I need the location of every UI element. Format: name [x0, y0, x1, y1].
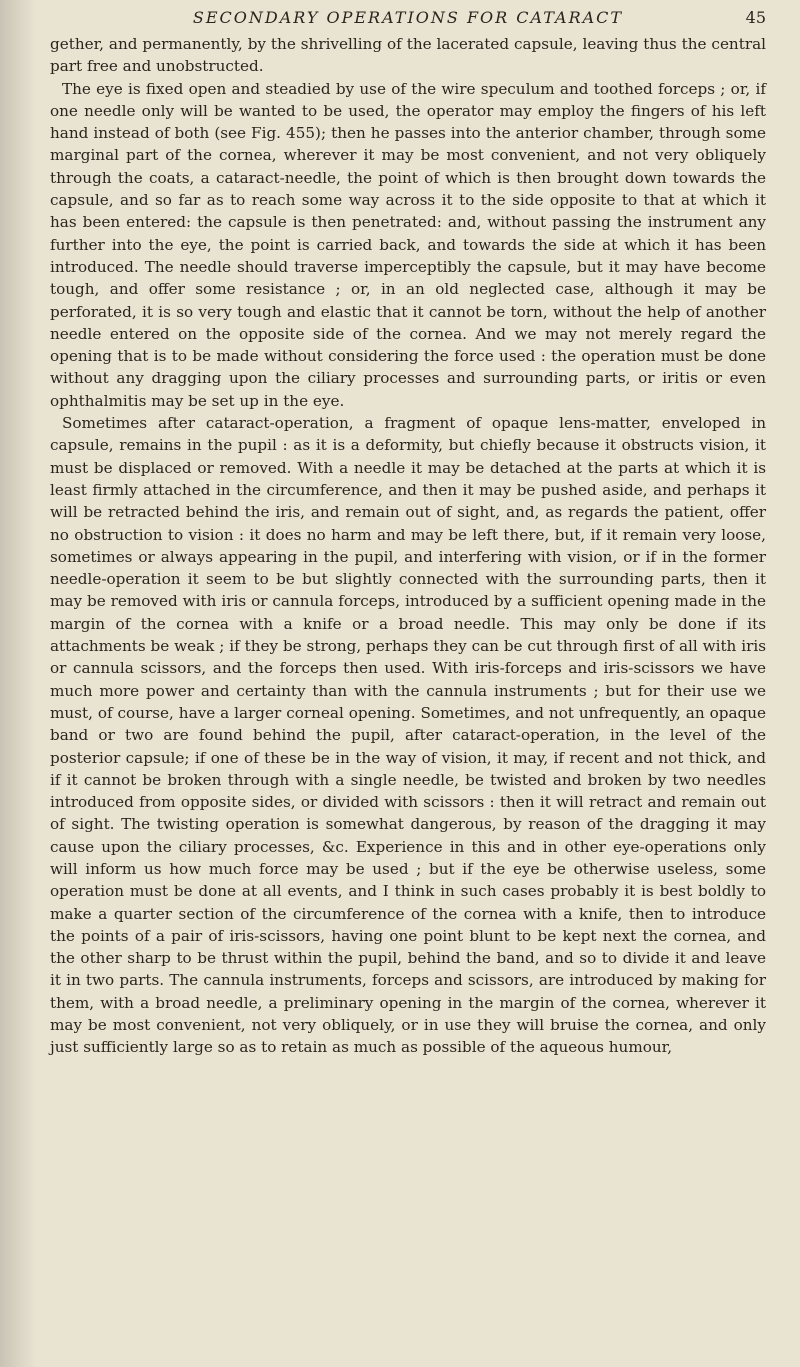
- paragraph: gether, and permanently, by the shrivelling of the lacerated capsule, leaving thus the central part free and unobstructed.: [50, 35, 766, 76]
- body-text: [50, 33, 766, 1059]
- running-head: SECONDARY OPERATIONS FOR CATARACT: [192, 8, 624, 27]
- binding-gutter-shadow: [0, 0, 36, 1367]
- page-header: [50, 8, 766, 27]
- paragraph: The eye is fixed open and steadied by use of the wire speculum and toothed forceps ; or, if one needle only will be wanted to be used, the operator may employ the fingers of his left hand instead of both (see Fig. 455); then he passes into the anterior chamber, through some marginal part of the cornea, wherever it may be most convenient, and not very obliquely through the coats, a cataract-needle, the point of which is then brought down towards the capsule, and so far as to reach some way across it to the side opposite to that at which it has been entered: the capsule is then penetrated: and, without passing the instrument any further into the eye, the point is carried back, and towards the side at which it has been introduced. The needle should traverse imperceptibly the capsule, but it may have become tough, and offer some resistance ; or, in an old neglected case, although it may be perforated, it is so very tough and elastic that it cannot be torn, without the help of another needle entered on the opposite side of the cornea. And we may not merely regard the opening that is to be made without considering the force used : the operation must be done without any dragging upon the ciliary processes and surrounding parts, or iritis or even ophthalmitis may be set up in the eye.: [50, 79, 766, 410]
- page-number: 45: [745, 8, 766, 27]
- paragraph: Sometimes after cataract-operation, a fragment of opaque lens-matter, enveloped in capsule, remains in the pupil : as it is a deformity, but chiefly because it obstructs vision, it must be displaced or removed. With a needle it may be detached at the parts at which it is least firmly attached in the circumference, and then it may be pushed aside, and perhaps it will be retracted behind the iris, and remain out of sight, and, as regards the patient, offer no obstruction to vision : it does no harm and may be left there, but, if it remain very loose, sometimes or always appearing in the pupil, and interfering with vision, or if in the former needle-operation it seem to be but slightly connected with the surrounding parts, then it may be removed with iris or cannula forceps, introduced by a sufficient opening made in the margin of the cornea with a knife or a broad needle. This may only be done if its attachments be weak ; if they be strong, perhaps they can be cut through first of all with iris or cannula scissors, and the forceps then used. With iris-forceps and iris-scissors we have much more power and certainty than with the cannula instruments ; but for their use we must, of course, have a larger corneal opening. Sometimes, and not unfrequently, an opaque band or two are found behind the pupil, after cataract-operation, in the level of the posterior capsule; if one of these be in the way of vision, it may, if recent and not thick, and if it cannot be broken through with a single needle, be twisted and broken by two needles introduced from opposite sides, or divided with scissors : then it will retract and remain out of sight. The twisting operation is somewhat dangerous, by reason of the dragging it may cause upon the ciliary processes, &c. Experience in this and in other eye-operations only will inform us how much force may be used ; but if the eye be otherwise useless, some operation must be done at all events, and I think in such cases probably it is best boldly to make a quarter section of the circumference of the cornea with a knife, then to introduce the points of a pair of iris-scissors, having one point blunt to be kept next the cornea, and the other sharp to be thrust within the pupil, behind the band, and so to divide it and leave it in two parts. The cannula instruments, forceps and scissors, are introduced by making for them, with a broad needle, a preliminary opening in the margin of the cornea, wherever it may be most convenient, not very obliquely, or in use they will bruise the cornea, and only just sufficiently large so as to retain as much as possible of the aqueous humour,: [50, 414, 766, 1057]
